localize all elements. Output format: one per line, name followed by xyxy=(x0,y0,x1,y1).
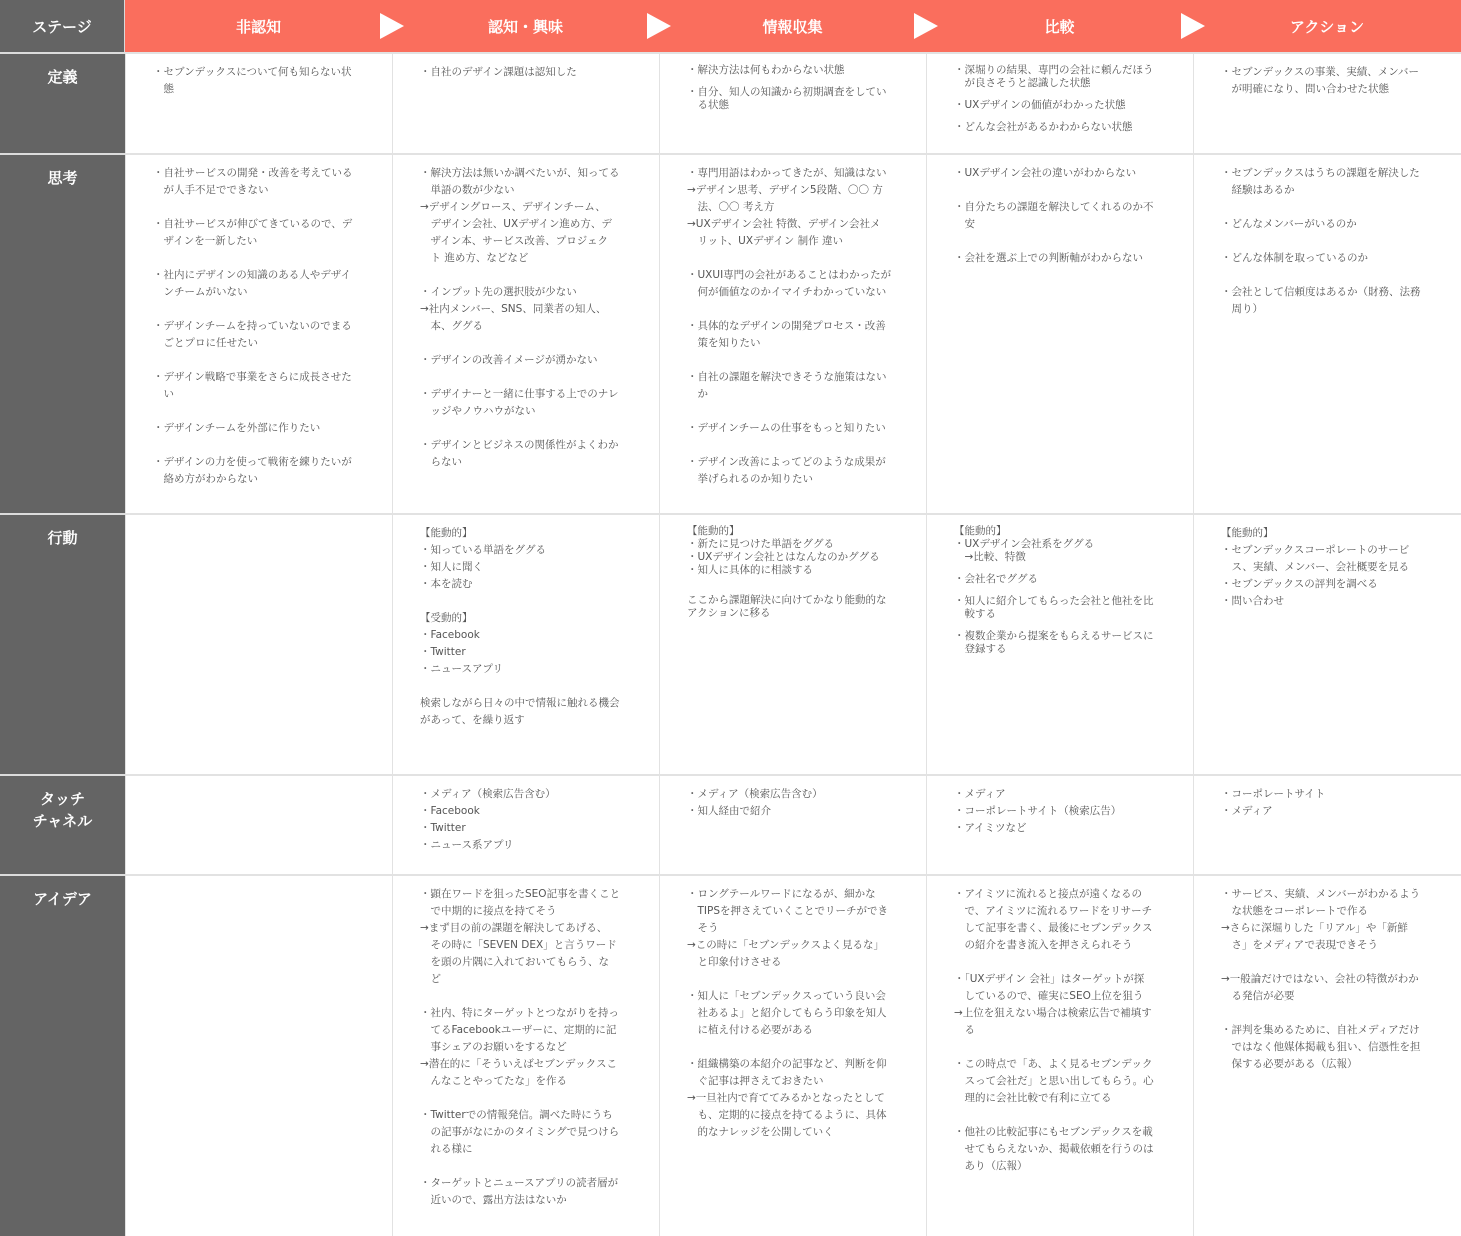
cell-behavior-research xyxy=(659,513,926,774)
row-label-thinking: 思考 xyxy=(0,153,125,513)
cell-definition-compare xyxy=(926,52,1193,153)
stage-label: 非認知 xyxy=(235,17,281,36)
cell-ideas-awareness xyxy=(392,874,659,1236)
cell-item: ・どんな体制を取っているのか xyxy=(1221,252,1368,264)
cell-item: ・社内にデザインの知識のある人やデザイ ンチームがいない xyxy=(153,269,352,298)
cell-item: ・デザインの改善イメージが湧かない xyxy=(420,354,598,366)
cell-item: ・会社名でググる xyxy=(954,573,1038,585)
cell-item: ・自社サービスの開発・改善を考えている が人手不足でできない xyxy=(153,167,353,196)
cell-item: ・サービス、実績、メンバーがわかるよう な状態をコーポレートで作る →さらに深堀りした「リアル」や「新鮮 さ」をメディアで表現できそう xyxy=(1221,888,1421,951)
cell-item: →一般論だけではない、会社の特徴がわか る発信が必要 xyxy=(1221,973,1419,1002)
cell-item: 【能動的】 ・セブンデックスコーポレートのサービ ス、実績、メンバー、会社概要を見る ・セブンデックスの評判を調べる ・問い合わせ xyxy=(1221,527,1410,607)
cell-item: ・自分たちの課題を解決してくれるのか不 安 xyxy=(954,201,1154,230)
cell-item: ・深堀りの結果、専門の会社に頼んだほう が良さそうと認識した状態 xyxy=(954,64,1154,89)
cell-item: ・UXUI専門の会社があることはわかったが 何が価値なのかイマイチわかっていない xyxy=(687,269,892,298)
cell-item: ・自分、知人の知識から初期調査をしてい る状態 xyxy=(687,86,887,111)
cell-definition-unaware xyxy=(125,52,392,153)
cell-item: ・この時点で「あ、よく見るセブンデック スって会社だ」と思い出してもらう。心 理的に会社比較で有利に立てる xyxy=(954,1058,1154,1104)
stage-label: 認知・興味 xyxy=(487,17,563,36)
stage-compare xyxy=(926,0,1193,52)
cell-item: ・コーポレートサイト ・メディア xyxy=(1221,788,1326,817)
cell-item: ・アイミツに流れると接点が遠くなるの で、アイミツに流れるワードをリサーチ して記事を書く、最後にセブンデックス の紹介を書き流入を押さえられそう xyxy=(954,888,1153,951)
cell-item: ・メディア（検索広告含む） ・知人経由で紹介 xyxy=(687,788,823,817)
cell-item: ・会社として信頼度はあるか（財務、法務 周り） xyxy=(1221,286,1421,315)
cell-item: ・セブンデックスはうちの課題を解決した 経験はあるか xyxy=(1221,167,1420,196)
cell-channel-compare xyxy=(926,774,1193,874)
cell-ideas-action xyxy=(1193,874,1461,1236)
cell-item: ・UXデザイン会社の違いがわからない xyxy=(954,167,1137,179)
stage-research xyxy=(659,0,926,52)
cell-item: ・「UXデザイン 会社」はターゲットが探 しているので、確実にSEO上位を狙う →上位を狙えない場合は検索広告で補填す る xyxy=(954,973,1152,1036)
cell-behavior-unaware xyxy=(125,513,392,774)
cell-ideas-compare xyxy=(926,874,1193,1236)
cell-item: ・知人に「セブンデックスっていう良い会 社あるよ」と紹介してもらう印象を知人 に植え付ける必要がある xyxy=(687,990,887,1036)
cell-item: 【能動的】 ・新たに見つけた単語をググる ・UXデザイン会社とはなんなのかググる ・知人に具体的に相談する xyxy=(687,525,880,576)
cell-item: ・メディア（検索広告含む） ・Facebook ・Twitter ・ニュース系アプリ xyxy=(420,788,556,851)
cell-item: ・自社サービスが伸びてきているので、デ ザインを一新したい xyxy=(153,218,353,247)
cell-item: ・社内、特にターゲットとつながりを持っ てるFacebookユーザーに、定期的に記 事シェアのお願いをするなど →潜在的に「そういえばセブンデックスこ んなことやってたな」を作る xyxy=(420,1007,619,1087)
cell-item: ・自社の課題を解決できそうな施策はない か xyxy=(687,371,887,400)
cell-item: ここから課題解決に向けてかなり能動的な アクションに移る xyxy=(687,594,887,619)
cell-item: ・他社の比較記事にもセブンデックスを載 せてもらえないか、掲載依頼を行うのは あり（広報） xyxy=(954,1126,1154,1172)
cell-item: ・具体的なデザインの開発プロセス・改善 策を知りたい xyxy=(687,320,886,349)
arrow-right-icon xyxy=(647,13,671,39)
cell-item: ・デザインチームの仕事をもっと知りたい xyxy=(687,422,886,434)
cell-item: ・デザイン戦略で事業をさらに成長させた い xyxy=(153,371,352,400)
cell-item: ・解決方法は無いか調べたいが、知ってる 単語の数が少ない →デザイングロース、デザインチーム、 デザイン会社、UXデザイン進め方、デ ザイン本、サービス改善、プロジェク ト 進め方、などなど xyxy=(420,167,620,264)
cell-item: ・知人に紹介してもらった会社と他社を比 較する xyxy=(954,595,1154,620)
row-label-touch-channel: タッチ チャネル xyxy=(0,774,125,874)
stage-label: 比較 xyxy=(1044,17,1075,36)
cell-behavior-action xyxy=(1193,513,1461,774)
cell-channel-awareness xyxy=(392,774,659,874)
cell-definition-awareness xyxy=(392,52,659,153)
cell-item: ・組織構築の本紹介の記事など、判断を仰 ぐ記事は押さえておきたい →一旦社内で育ててみるかとなったとして も、定期的に接点を持てるように、具体 的なナレッジを公開していく xyxy=(687,1058,887,1138)
cell-ideas-research xyxy=(659,874,926,1236)
cell-item: ・解決方法は何もわからない状態 xyxy=(687,64,845,76)
stage-awareness xyxy=(392,0,659,52)
cell-item: ・メディア ・コーポレートサイト（検索広告） ・アイミツなど xyxy=(954,788,1122,834)
cell-item: ・顕在ワードを狙ったSEO記事を書くこと で中期的に接点を持てそう →まず目の前の課題を解決してあげる、 その時に「SEVEN DEX」と言うワード を頭の片隅に入れておいてもらう、な ど xyxy=(420,888,621,985)
cell-item: ・デザインチームを外部に作りたい xyxy=(153,422,321,434)
cell-item: ・専門用語はわかってきたが、知識はない →デザイン思考、デザイン5段階、〇〇 方 法、〇〇 考え方 →UXデザイン会社 特徴、デザイン会社メ リット、UXデザイン 制作 違い xyxy=(687,167,887,247)
cell-definition-action xyxy=(1193,52,1461,153)
cell-item: ・会社を選ぶ上での判断軸がわからない xyxy=(954,252,1143,264)
stage-label: 情報収集 xyxy=(762,17,823,36)
stage-header-label: ステージ xyxy=(0,0,125,52)
row-label-ideas: アイデア xyxy=(0,874,125,1236)
cell-item: ・複数企業から提案をもらえるサービスに 登録する xyxy=(954,630,1154,655)
cell-thinking-action xyxy=(1193,153,1461,513)
cell-behavior-compare xyxy=(926,513,1193,774)
cell-item: ・評判を集めるために、自社メディアだけ ではなく他媒体掲載も狙い、信憑性を担 保する必要がある（広報） xyxy=(1221,1024,1421,1070)
cell-item: ・UXデザインの価値がわかった状態 xyxy=(954,99,1126,111)
cell-thinking-unaware xyxy=(125,153,392,513)
stage-action xyxy=(1193,0,1461,52)
cell-item: ・ロングテールワードになるが、細かな TIPSを押さえていくことでリーチができ そう →この時に「セブンデックスよく見るな」 と印象付けさせる xyxy=(687,888,889,968)
cell-item: ・デザインとビジネスの関係性がよくわか らない xyxy=(420,439,619,468)
cell-item: ・デザインの力を使って戦術を練りたいが 絡め方がわからない xyxy=(153,456,352,485)
cell-item: ・ターゲットとニュースアプリの読者層が 近いので、露出方法はないか xyxy=(420,1177,619,1206)
cell-item: ・自社のデザイン課題は認知した xyxy=(420,66,577,78)
cell-ideas-unaware xyxy=(125,874,392,1236)
cell-item: 検索しながら日々の中で情報に触れる機会 があって、を繰り返す xyxy=(420,697,620,726)
cell-item: ・インプット先の選択肢が少ない →社内メンバー、SNS、同業者の知人、 本、ググる xyxy=(420,286,607,332)
row-label-definition: 定義 xyxy=(0,52,125,153)
cell-thinking-awareness xyxy=(392,153,659,513)
arrow-right-icon xyxy=(380,13,404,39)
stage-label: アクション xyxy=(1289,17,1365,36)
cell-item: ・デザイン改善によってどのような成果が 挙げられるのか知りたい xyxy=(687,456,886,485)
stage-unaware xyxy=(125,0,392,52)
arrow-right-icon xyxy=(1181,13,1205,39)
cell-item: ・セブンデックスの事業、実績、メンバー が明確になり、問い合わせた状態 xyxy=(1221,66,1420,95)
arrow-right-icon xyxy=(914,13,938,39)
cell-item: ・Twitterでの情報発信。調べた時にうち の記事がなにかのタイミングで見つけら れる様に xyxy=(420,1109,620,1155)
cell-item: ・セブンデックスについて何も知らない状 態 xyxy=(153,66,352,95)
cell-item: 【能動的】 ・知っている単語をググる ・知人に聞く ・本を読む xyxy=(420,527,546,590)
cell-definition-research xyxy=(659,52,926,153)
cell-item: 【能動的】 ・UXデザイン会社系をググる →比較、特徴 xyxy=(954,525,1095,563)
cell-channel-unaware xyxy=(125,774,392,874)
cell-thinking-research xyxy=(659,153,926,513)
cell-item: ・デザイナーと一緒に仕事する上でのナレ ッジやノウハウがない xyxy=(420,388,619,417)
row-label-behavior: 行動 xyxy=(0,513,125,774)
cell-channel-action xyxy=(1193,774,1461,874)
cell-item: ・どんなメンバーがいるのか xyxy=(1221,218,1357,230)
cell-item: ・デザインチームを持っていないのでまる ごとプロに任せたい xyxy=(153,320,352,349)
cell-behavior-awareness xyxy=(392,513,659,774)
cell-item: 【受動的】 ・Facebook ・Twitter ・ニュースアプリ xyxy=(420,612,504,675)
cell-thinking-compare xyxy=(926,153,1193,513)
cell-channel-research xyxy=(659,774,926,874)
cell-item: ・どんな会社があるかわからない状態 xyxy=(954,121,1133,133)
